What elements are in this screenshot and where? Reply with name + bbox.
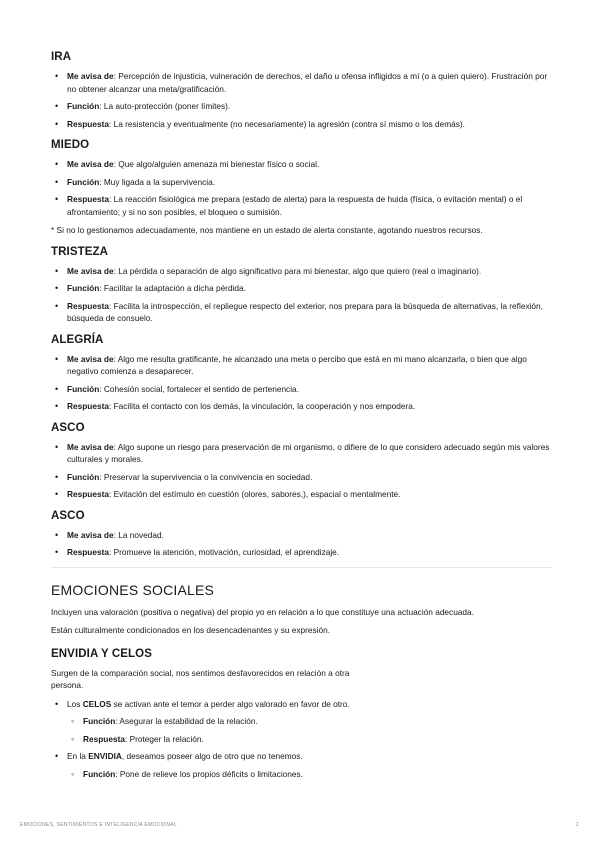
section-ira	[51, 50, 551, 130]
list-item	[51, 698, 351, 711]
item-text: , deseamos poseer algo de otro que no tenemos.	[121, 751, 303, 761]
list-item	[51, 471, 551, 484]
item-text: : Promueve la atención, motivación, curiosidad, el aprendizaje.	[108, 547, 340, 557]
item-label: Respuesta	[83, 733, 125, 744]
item-label: Respuesta	[67, 401, 109, 411]
item-label: Me avisa de	[67, 265, 114, 276]
list-item	[51, 441, 551, 466]
section-asco	[51, 421, 551, 501]
paragraph: Incluyen una valoración (positiva o negativa) del propio yo en relación a lo que constituye una actuación adecuada.	[51, 606, 474, 617]
list-item	[51, 400, 551, 413]
item-text: : La novedad.	[113, 529, 164, 540]
item-label: Función	[83, 716, 116, 726]
footer-page-number: 2	[576, 822, 579, 828]
list-item	[51, 193, 551, 218]
list-item	[51, 70, 551, 95]
heading-envidia-celos: ENVIDIA Y CELOS	[51, 647, 152, 660]
item-text: : Cohesión social, fortalecer el sentido de pertenencia.	[99, 383, 299, 394]
list-alegria	[51, 353, 551, 413]
item-label: Respuesta	[67, 300, 109, 311]
item-label: Respuesta	[67, 118, 109, 129]
item-text: : Algo supone un riesgo para preservación de mi organismo, o difiere de lo que considero adecuado según mis valores culturales y morales.	[67, 441, 550, 464]
paragraph: Surgen de la comparación social, nos sentimos desfavorecidos en relación a otra persona.	[51, 667, 350, 690]
item-text: : Percepción de injusticia, vulneración de derechos, el daño u ofensa infligidos a mí (o a quien quiero). Frustración por no obtener alcanzar una meta/gratificación.	[67, 71, 548, 94]
item-label: Función	[83, 768, 116, 779]
list-item	[51, 529, 551, 542]
heading-asco-2: ASCO	[51, 509, 85, 522]
section-alegria	[51, 333, 551, 413]
item-text: : Facilita la introspección, el repliegue respecto del exterior, nos prepara para la búsqueda de alternativas, la reflexión, búsqueda de consuelo.	[67, 300, 543, 323]
sub-list-item	[67, 768, 351, 781]
heading-emociones-sociales: EMOCIONES SOCIALES	[51, 581, 215, 598]
item-text: : Proteger la relación.	[124, 733, 204, 744]
item-text: se activan ante el temor a perder algo valorado en favor de otro.	[111, 698, 350, 709]
item-text: : Asegurar la estabilidad de la relación.	[115, 716, 258, 726]
item-label: Me avisa de	[67, 353, 114, 364]
item-text: : Preservar la supervivencia o la convivencia en sociedad.	[99, 471, 313, 482]
paragraph: Están culturalmente condicionados en los desencadenantes y su expresión.	[51, 625, 331, 635]
list-item	[51, 488, 551, 501]
list-item	[51, 383, 551, 396]
item-label: Función	[67, 283, 100, 293]
section-asco-2	[51, 509, 551, 559]
item-label: Función	[67, 383, 100, 394]
item-label: Función	[67, 176, 100, 187]
section-tristeza	[51, 245, 551, 325]
item-text: Los	[67, 698, 83, 709]
heading-ira: IRA	[51, 51, 72, 63]
heading-tristeza: TRISTEZA	[51, 245, 109, 258]
list-item	[51, 265, 551, 278]
list-item	[51, 158, 551, 171]
item-text: : Que algo/alguien amenaza mi bienestar físico o social.	[113, 159, 320, 169]
item-text: : Facilita el contacto con los demás, la vinculación, la cooperación y nos empodera.	[108, 401, 416, 411]
list-asco-2	[51, 529, 551, 559]
list-tristeza	[51, 265, 551, 325]
item-label: Me avisa de	[67, 71, 114, 81]
item-text: : Pone de relieve los propios déficits o limitaciones.	[115, 768, 303, 779]
item-text: : La auto-protección (poner límites).	[99, 101, 231, 111]
item-text: : Facilitar la adaptación a dicha pérdida.	[99, 283, 246, 293]
item-text: : Evitación del estímulo en cuestión (olores, sabores,), espacial o mentalmente.	[108, 489, 401, 499]
list-item	[51, 750, 351, 763]
item-label: Respuesta	[67, 489, 109, 499]
heading-asco: ASCO	[51, 421, 85, 434]
list-ira	[51, 70, 551, 130]
item-label: Función	[67, 471, 100, 482]
list-miedo	[51, 158, 551, 218]
sub-list-item	[67, 733, 351, 746]
item-label: Me avisa de	[67, 159, 114, 169]
item-label: Me avisa de	[67, 441, 114, 452]
item-text: : La reacción fisiológica me prepara (estado de alerta) para la respuesta de huida (física, o evitación mental) o el afrontamiento; y si no son posibles, el bloqueo o sumisión.	[67, 194, 523, 217]
divider	[51, 567, 551, 568]
list-item	[51, 100, 551, 113]
list-item	[51, 118, 551, 131]
item-text: En la	[67, 751, 89, 761]
item-label: Función	[67, 101, 100, 111]
item-label: Me avisa de	[67, 529, 114, 540]
section-miedo	[51, 138, 551, 237]
item-text: : La resistencia y eventualmente (no necesariamente) la agresión (contra sí mismo o los demás).	[108, 118, 465, 129]
list-item	[51, 282, 551, 295]
note-miedo: * Si no lo gestionamos adecuadamente, nos mantiene en un estado de alerta constante, agotando nuestros recursos.	[51, 225, 483, 235]
list-item	[51, 546, 551, 559]
list-asco	[51, 441, 551, 501]
item-text: : Muy ligada a la supervivencia.	[99, 176, 216, 187]
item-label: CELOS	[82, 698, 112, 709]
heading-miedo: MIEDO	[51, 139, 90, 151]
list-item	[51, 353, 551, 378]
list-item	[51, 300, 551, 325]
item-label: Respuesta	[67, 194, 109, 204]
item-text: : La pérdida o separación de algo significativo para mi bienestar, algo que quiero (real o imaginario).	[113, 265, 482, 276]
footer-document-title: EMOCIONES, SENTIMIENTOS E INTELIGENCIA EMOCIONAL	[20, 822, 178, 828]
item-label: Respuesta	[67, 547, 109, 557]
sub-list-item	[67, 715, 351, 728]
list-item	[51, 176, 551, 189]
heading-alegria: ALEGRÍA	[51, 333, 104, 346]
item-label: ENVIDIA	[88, 751, 122, 761]
item-text: : Algo me resulta gratificante, he alcanzado una meta o percibo que está en mi mano alcanzarla, o bien que algo negativo comienza a desaparecer.	[67, 353, 527, 376]
list-envidia-celos	[51, 698, 351, 781]
document-page	[51, 50, 551, 786]
